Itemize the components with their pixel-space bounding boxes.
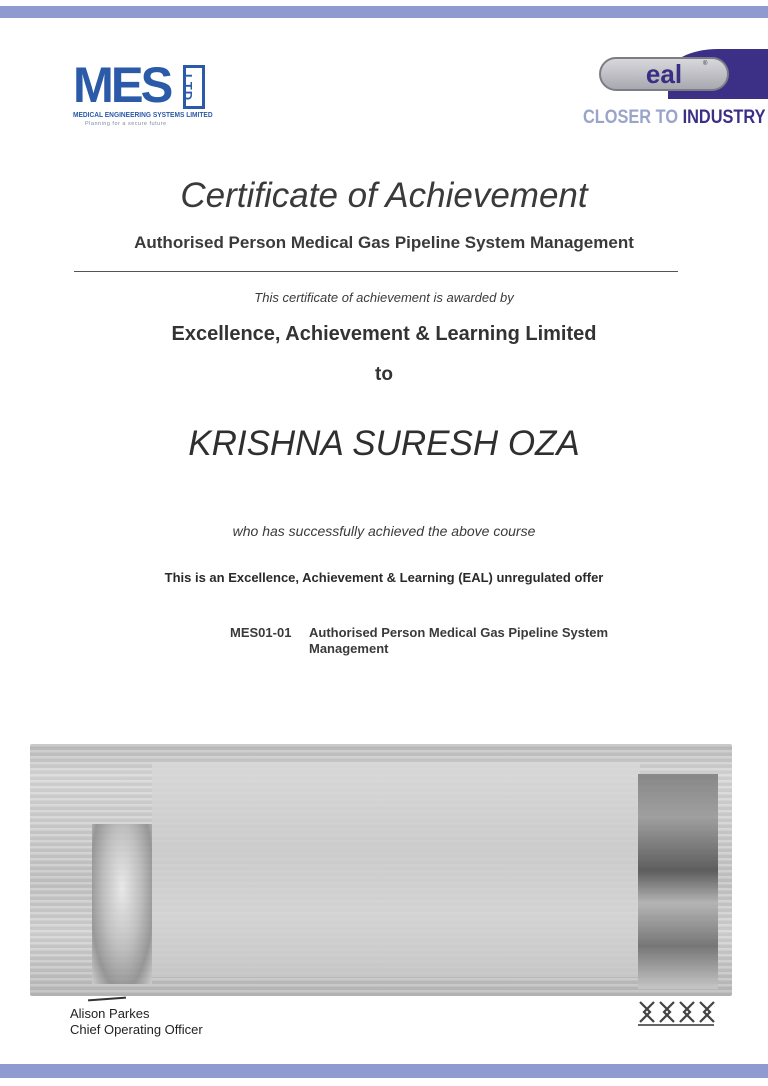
eal-wordmark: eal <box>645 58 683 89</box>
eal-logo <box>583 47 768 132</box>
mes-logo-ltd: LTD <box>180 73 196 102</box>
title-divider <box>74 271 678 272</box>
signatory-name: Alison Parkes <box>70 1006 150 1021</box>
mes-logo-ltd-box <box>180 65 205 109</box>
eal-registered-mark: ® <box>703 61 708 67</box>
recipient-name: KRISHNA SURESH OZA <box>188 424 580 463</box>
mes-logo <box>73 57 213 130</box>
signatory-role: Chief Operating Officer <box>70 1022 203 1037</box>
watermark-left-emblem <box>92 824 152 984</box>
awarded-by-text: This certificate of achievement is awarded by <box>254 290 514 305</box>
eal-slogan-part1: CLOSER TO <box>583 107 679 128</box>
bottom-border-band <box>0 1064 768 1078</box>
to-text: to <box>375 364 393 385</box>
eal-slogan <box>583 107 765 129</box>
eal-slogan-part2: INDUSTRY <box>682 107 766 128</box>
mes-company-name: MEDICAL ENGINEERING SYSTEMS LIMITED <box>73 110 213 119</box>
achievement-text: who has successfully achieved the above course <box>232 523 536 539</box>
certificate-title: Certificate of Achievement <box>180 176 588 215</box>
mes-logo-letters: MES <box>73 57 171 113</box>
top-border-band <box>0 6 768 18</box>
unit-title: Authorised Person Medical Gas Pipeline System Management <box>309 625 609 656</box>
security-watermark-panel <box>30 744 732 996</box>
awarding-body: Excellence, Achievement & Learning Limited <box>171 323 597 345</box>
hologram-seal-icon <box>636 998 718 1028</box>
course-title: Authorised Person Medical Gas Pipeline System Management <box>134 233 634 252</box>
unit-code: MES01-01 <box>230 625 292 640</box>
watermark-inner-field <box>152 762 640 977</box>
eal-logo-pill <box>599 57 729 91</box>
mes-tagline: Planning for a secure future <box>85 121 167 127</box>
signature-mark <box>88 997 126 1002</box>
watermark-right-emblem <box>638 774 718 989</box>
offer-statement: This is an Excellence, Achievement & Learning (EAL) unregulated offer <box>164 570 604 585</box>
